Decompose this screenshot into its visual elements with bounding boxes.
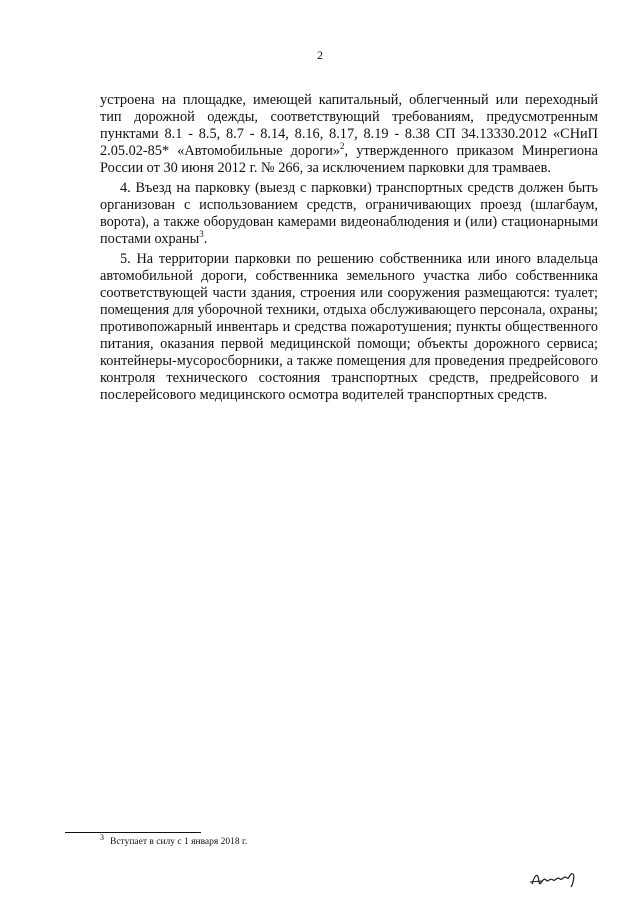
footnote [100,832,248,848]
document-body [100,92,598,407]
paragraph-continuation [100,92,598,177]
footnote-divider [65,832,201,833]
paragraph-4 [100,180,598,248]
paragraph-tail: . [203,231,208,247]
handwritten-signature [526,862,586,892]
page-number: 2 [317,48,323,62]
footnote-marker: 3 [100,832,104,842]
footnote-text: Вступает в силу с 1 января 2018 г. [110,837,248,847]
footnote-ref: 3 [199,229,204,240]
paragraph-text: устроена на площадке, имеющей капитальный, облегченный или переходный тип дорожной одежды, соответствующий требованиям, предусмотренным пунктами 8.1 - 8.5, 8.7 - 8.14, 8.16, 8.17, 8.19 - 8.38 СП 34.13330.2012 «СНиП 2.05.02-85* «Автомобильные дороги» [100,92,598,159]
paragraph-tail: , утвержденного приказом Минрегиона России от 30 июня 2012 г. № 266, за исключением парковки для трамваев. [100,143,598,176]
paragraph-5: 5. На территории парковки по решению собственника или иного владельца автомобильной дороги, собственника земельного участка либо собственника соответствующей части здания, строения или сооружения размещаются: туалет; помещения для уборочной техники, отдыха обслуживающего персонала, охраны; противопожарный инвентарь и средства пожаротушения; пункты общественного питания, оказания первой медицинской помощи; объекты дорожного сервиса; контейнеры-мусоросборники, а также помещения для проведения предрейсового контроля технического состояния транспортных средств, предрейсового и послерейсового медицинского осмотра водителей транспортных средств. [100,251,598,403]
footnote-ref: 2 [340,141,345,152]
paragraph-text: 4. Въезд на парковку (выезд с парковки) транспортных средств должен быть организован с использованием средств, ограничивающих проезд (шлагбаум, ворота), а также оборудован камерами видеонаблюдения и (или) стационарными постами охраны [100,180,598,247]
